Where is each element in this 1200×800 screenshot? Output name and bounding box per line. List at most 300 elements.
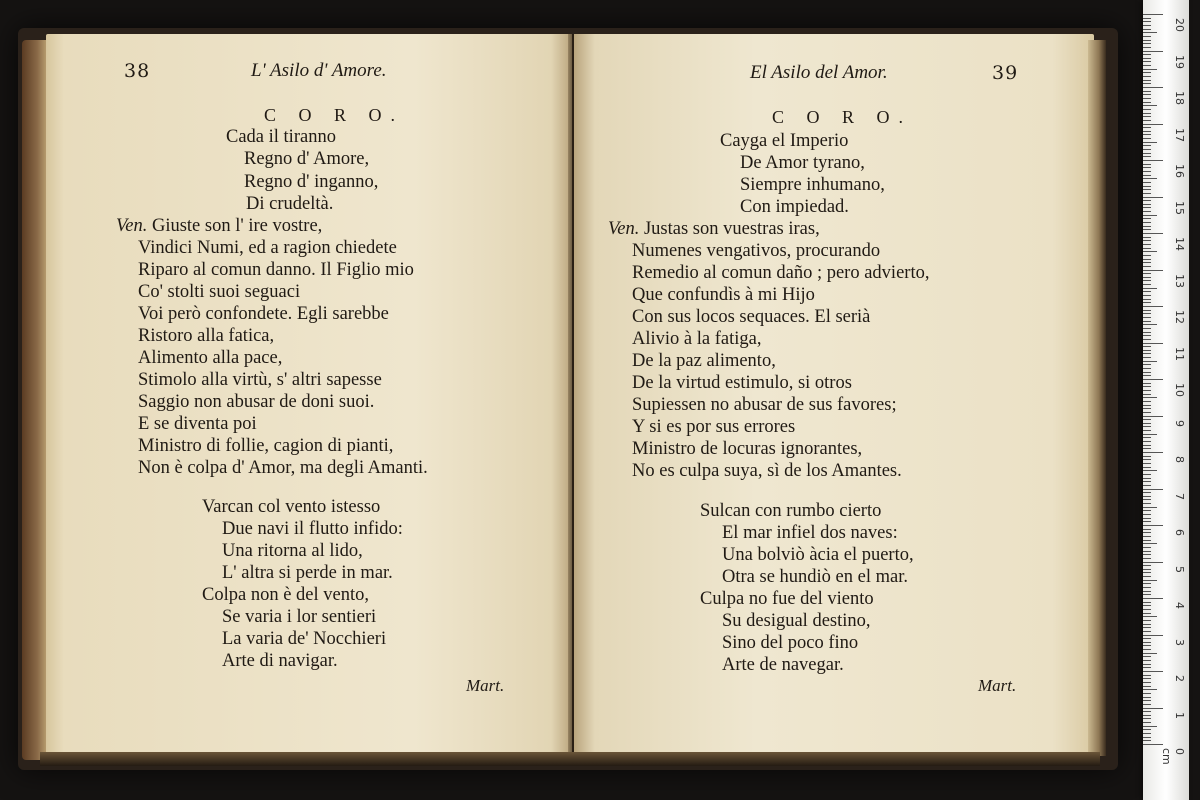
ruler-tick xyxy=(1143,711,1151,712)
ruler-tick xyxy=(1143,218,1151,219)
ruler-number: 5 xyxy=(1173,565,1186,573)
ruler-tick xyxy=(1143,448,1151,449)
ruler-tick xyxy=(1143,207,1151,208)
verse-line xyxy=(222,540,363,562)
ruler-tick xyxy=(1143,708,1163,709)
verse-text: Arte di navigar. xyxy=(222,651,338,671)
ruler-tick xyxy=(1143,204,1151,205)
verse-text: Alivio à la fatiga, xyxy=(632,329,762,349)
verse-line xyxy=(632,284,815,306)
ruler-tick xyxy=(1143,83,1151,84)
verse-text: El mar infiel dos naves: xyxy=(722,523,898,543)
right-catchword: Mart. xyxy=(978,676,1017,695)
ruler-tick xyxy=(1143,313,1151,314)
verse-line xyxy=(632,350,776,372)
ruler-tick xyxy=(1143,69,1157,70)
ruler-tick xyxy=(1143,594,1151,595)
verse-line xyxy=(632,240,880,262)
ruler-tick xyxy=(1143,419,1151,420)
ruler-tick xyxy=(1143,726,1157,727)
ruler-tick xyxy=(1143,580,1157,581)
verse-text: Siempre inhumano, xyxy=(740,175,885,195)
verse-line xyxy=(138,259,414,281)
ruler-tick xyxy=(1143,299,1151,300)
verse-line xyxy=(138,457,428,479)
ruler-number: 17 xyxy=(1173,127,1186,142)
ruler-tick xyxy=(1143,332,1151,333)
ruler-tick xyxy=(1143,576,1151,577)
ruler-tick xyxy=(1143,605,1151,606)
ruler-tick xyxy=(1143,248,1151,249)
verse-line xyxy=(138,303,389,325)
verse-line xyxy=(244,171,378,193)
ruler-tick xyxy=(1143,405,1151,406)
speaker-name: Ven. xyxy=(608,219,644,239)
ruler-tick xyxy=(1143,660,1151,661)
ruler-tick xyxy=(1143,127,1151,128)
ruler-tick xyxy=(1143,423,1151,424)
verse-text: Que confundìs à mi Hijo xyxy=(632,285,815,305)
ruler-tick xyxy=(1143,602,1151,603)
ruler-tick xyxy=(1143,697,1151,698)
ruler-tick xyxy=(1143,733,1151,734)
ruler-tick xyxy=(1143,21,1151,22)
left-catchword: Mart. xyxy=(466,676,505,695)
ruler-tick xyxy=(1143,631,1151,632)
ruler-tick xyxy=(1143,36,1151,37)
ruler-tick xyxy=(1143,394,1151,395)
ruler-tick xyxy=(1143,237,1151,238)
verse-text: Varcan col vento istesso xyxy=(202,497,381,517)
verse-line xyxy=(632,416,795,438)
ruler-tick xyxy=(1143,273,1151,274)
verse-line xyxy=(632,438,862,460)
ruler-tick xyxy=(1143,211,1151,212)
ruler-tick xyxy=(1143,251,1157,252)
page-block-edge xyxy=(1088,40,1106,756)
ruler-tick xyxy=(1143,434,1157,435)
ruler-tick xyxy=(1143,244,1151,245)
ruler-number: 0 cm xyxy=(1160,748,1186,765)
ruler-tick xyxy=(1143,459,1151,460)
ruler-tick xyxy=(1143,569,1151,570)
ruler-number: 9 xyxy=(1173,419,1186,427)
ruler-tick xyxy=(1143,229,1151,230)
ruler-tick xyxy=(1143,565,1151,566)
ruler-tick xyxy=(1143,649,1151,650)
ruler-tick xyxy=(1143,532,1151,533)
verse-text: La varia de' Nocchieri xyxy=(222,629,387,649)
verse-text: Sino del poco fino xyxy=(722,633,859,653)
verse-text: Co' stolti suoi seguaci xyxy=(138,282,301,302)
ruler-tick xyxy=(1143,153,1151,154)
ruler-tick xyxy=(1143,145,1151,146)
ruler-tick xyxy=(1143,91,1151,92)
verse-text: Y si es por sus errores xyxy=(632,417,796,437)
ruler-tick xyxy=(1143,416,1163,417)
verse-line xyxy=(700,588,874,610)
ruler-tick xyxy=(1143,503,1151,504)
ruler-tick xyxy=(1143,375,1151,376)
right-page-number: 39 xyxy=(992,62,1019,84)
verse-line xyxy=(632,306,870,328)
ruler-tick xyxy=(1143,113,1151,114)
ruler-tick xyxy=(1143,233,1163,234)
ruler-tick xyxy=(1143,105,1157,106)
ruler-tick xyxy=(1143,58,1151,59)
verse-line xyxy=(722,566,908,588)
ruler-tick xyxy=(1143,518,1151,519)
ruler-tick xyxy=(1143,291,1151,292)
verse-text: Vindici Numi, ed a ragion chiedete xyxy=(138,238,397,258)
verse-line xyxy=(138,281,300,303)
ruler-tick xyxy=(1143,390,1151,391)
verse-text: Una bolviò àcia el puerto, xyxy=(722,545,914,565)
ruler-tick xyxy=(1143,94,1151,95)
right-chorus-heading: C O R O. xyxy=(772,107,913,127)
ruler-tick xyxy=(1143,383,1151,384)
ruler-tick xyxy=(1143,361,1157,362)
ruler-tick xyxy=(1143,499,1151,500)
verse-line xyxy=(632,262,929,284)
ruler-tick xyxy=(1143,613,1151,614)
ruler-tick xyxy=(1143,401,1151,402)
verse-line xyxy=(138,391,374,413)
ruler-tick xyxy=(1143,120,1151,121)
ruler-tick xyxy=(1143,124,1163,125)
ruler-tick xyxy=(1143,266,1151,267)
verse-line xyxy=(722,654,844,676)
ruler-tick xyxy=(1143,18,1151,19)
ruler-tick xyxy=(1143,240,1151,241)
verse-line xyxy=(226,126,336,148)
verse-line xyxy=(138,325,274,347)
right-running-head: El Asilo del Amor. xyxy=(750,62,888,83)
verse-text: Remedio al comun daño ; pero advierto, xyxy=(632,263,930,283)
ruler-tick xyxy=(1143,474,1151,475)
ruler-number: 2 xyxy=(1173,675,1186,682)
ruler-tick xyxy=(1143,609,1151,610)
verse-line xyxy=(632,372,852,394)
ruler-tick xyxy=(1143,346,1151,347)
ruler-tick xyxy=(1143,29,1151,30)
left-chorus-heading: C O R O. xyxy=(264,105,405,125)
verse-text: Non è colpa d' Amor, ma degli Amanti. xyxy=(138,458,428,478)
ruler-tick xyxy=(1143,638,1151,639)
ruler-number: 3 xyxy=(1173,638,1186,646)
ruler-tick xyxy=(1143,321,1151,322)
ruler-tick xyxy=(1143,737,1151,738)
verse-line xyxy=(722,632,858,654)
ruler-tick xyxy=(1143,656,1151,657)
ruler-tick xyxy=(1143,222,1151,223)
ruler-tick xyxy=(1143,572,1151,573)
ruler-tick xyxy=(1143,364,1151,365)
ruler-tick xyxy=(1143,729,1151,730)
verse-line xyxy=(138,237,397,259)
ruler-tick xyxy=(1143,277,1151,278)
ruler-tick xyxy=(1143,554,1151,555)
ruler-tick xyxy=(1143,142,1157,143)
ruler-tick xyxy=(1143,671,1163,672)
ruler-tick xyxy=(1143,675,1151,676)
book-bottom-edge xyxy=(40,752,1100,766)
ruler-number: 10 xyxy=(1173,383,1186,397)
ruler-tick xyxy=(1143,98,1151,99)
ruler-tick xyxy=(1143,686,1151,687)
ruler-tick xyxy=(1143,678,1151,679)
ruler-tick xyxy=(1143,339,1151,340)
ruler-tick xyxy=(1143,386,1151,387)
ruler-tick xyxy=(1143,182,1151,183)
left-page-number: 38 xyxy=(124,60,151,82)
verse-line xyxy=(608,218,820,240)
ruler-tick xyxy=(1143,598,1163,599)
verse-line xyxy=(740,174,885,196)
ruler-number: 14 xyxy=(1173,237,1186,251)
verse-text: Justas son vuestras iras, xyxy=(643,219,820,239)
verse-text: Riparo al comun danno. Il Figlio mio xyxy=(138,260,414,280)
ruler-tick xyxy=(1143,109,1151,110)
ruler-tick xyxy=(1143,667,1151,668)
ruler-tick xyxy=(1143,642,1151,643)
verse-line xyxy=(740,196,849,218)
ruler-tick xyxy=(1143,160,1163,161)
ruler-tick xyxy=(1143,80,1151,81)
ruler-tick xyxy=(1143,193,1151,194)
ruler-tick xyxy=(1143,456,1151,457)
ruler-tick xyxy=(1143,514,1151,515)
verse-line xyxy=(244,148,369,170)
ruler-tick xyxy=(1143,350,1151,351)
ruler-tick xyxy=(1143,510,1151,511)
verse-line xyxy=(700,500,881,522)
verse-text: Colpa non è del vento, xyxy=(202,585,369,605)
ruler-tick xyxy=(1143,65,1151,66)
verse-text: De la paz alimento, xyxy=(632,351,776,371)
ruler-tick xyxy=(1143,372,1151,373)
ruler-tick xyxy=(1143,426,1151,427)
ruler-tick xyxy=(1143,270,1163,271)
verse-text: Ministro di follie, cagion di pianti, xyxy=(138,436,394,456)
ruler-tick xyxy=(1143,357,1151,358)
ruler-tick xyxy=(1143,620,1151,621)
verse-text: De Amor tyrano, xyxy=(740,153,865,173)
verse-line xyxy=(720,130,848,152)
ruler-tick xyxy=(1143,335,1151,336)
ruler-tick xyxy=(1143,295,1151,296)
verse-line xyxy=(722,544,914,566)
verse-text: Con sus locos sequaces. El serià xyxy=(632,307,871,327)
verse-line xyxy=(138,435,393,457)
verse-text: Arte de navegar. xyxy=(722,655,844,675)
ruler-tick xyxy=(1143,226,1151,227)
ruler-tick xyxy=(1143,343,1163,344)
ruler-tick xyxy=(1143,682,1151,683)
ruler-tick xyxy=(1143,306,1163,307)
ruler-tick xyxy=(1143,583,1151,584)
ruler-tick xyxy=(1143,624,1151,625)
verse-line xyxy=(722,610,871,632)
ruler-number: 20 xyxy=(1173,18,1186,32)
ruler-tick xyxy=(1143,540,1151,541)
ruler-tick xyxy=(1143,131,1151,132)
ruler-tick xyxy=(1143,529,1151,530)
ruler-tick xyxy=(1143,689,1157,690)
ruler-tick xyxy=(1143,43,1151,44)
verse-line xyxy=(722,522,898,544)
ruler-tick xyxy=(1143,551,1151,552)
ruler-tick xyxy=(1143,324,1157,325)
ruler-tick xyxy=(1143,288,1157,289)
verse-line xyxy=(222,562,393,584)
ruler-tick xyxy=(1143,200,1151,201)
verse-text: Numenes vengativos, procurando xyxy=(632,241,881,261)
ruler-tick xyxy=(1143,284,1151,285)
ruler-tick xyxy=(1143,72,1151,73)
ruler-tick xyxy=(1143,470,1157,471)
ruler-number: 8 xyxy=(1173,456,1186,463)
ruler-number: 11 xyxy=(1173,346,1186,361)
verse-line xyxy=(138,347,282,369)
verse-line xyxy=(222,650,338,672)
verse-text: Sulcan con rumbo cierto xyxy=(700,501,882,521)
ruler-tick xyxy=(1143,40,1151,41)
verse-text: Alimento alla pace, xyxy=(138,348,283,368)
ruler-tick xyxy=(1143,507,1157,508)
ruler-tick xyxy=(1143,463,1151,464)
ruler-tick xyxy=(1143,408,1151,409)
verse-line xyxy=(246,193,333,215)
ruler-tick xyxy=(1143,302,1151,303)
ruler-tick xyxy=(1143,693,1151,694)
verse-line xyxy=(740,152,865,174)
ruler-tick xyxy=(1143,496,1151,497)
ruler-tick xyxy=(1143,186,1151,187)
ruler-tick xyxy=(1143,353,1151,354)
ruler-tick xyxy=(1143,255,1151,256)
ruler-tick xyxy=(1143,430,1151,431)
ruler-number: 6 xyxy=(1173,529,1186,536)
verse-text: Se varia i lor sentieri xyxy=(222,607,377,627)
verse-line xyxy=(138,369,382,391)
ruler-tick xyxy=(1143,328,1151,329)
ruler-tick xyxy=(1143,591,1151,592)
verse-text: Giuste son l' ire vostre, xyxy=(151,216,323,236)
ruler-tick xyxy=(1143,156,1151,157)
ruler-number: 7 xyxy=(1173,492,1186,500)
verse-text: E se diventa poi xyxy=(138,414,257,434)
ruler-tick xyxy=(1143,492,1151,493)
verse-line xyxy=(116,215,322,237)
ruler-tick xyxy=(1143,164,1151,165)
ruler-tick xyxy=(1143,134,1151,135)
ruler-tick xyxy=(1143,700,1151,701)
verse-text: No es culpa suya, sì de los Amantes. xyxy=(632,461,902,481)
ruler-tick xyxy=(1143,76,1151,77)
verse-text: Saggio non abusar de doni suoi. xyxy=(138,392,375,412)
ruler-number: 16 xyxy=(1173,164,1186,178)
verse-text: De la virtud estimulo, si otros xyxy=(632,373,852,393)
ruler-tick xyxy=(1143,25,1151,26)
ruler-tick xyxy=(1143,189,1151,190)
ruler-tick xyxy=(1143,280,1151,281)
verse-line xyxy=(138,413,257,435)
verse-line xyxy=(632,394,897,416)
ruler-tick xyxy=(1143,485,1151,486)
verse-line xyxy=(632,328,761,350)
ruler-number: 13 xyxy=(1173,273,1186,288)
ruler-tick xyxy=(1143,14,1163,15)
verse-text: Culpa no fue del viento xyxy=(700,589,874,609)
ruler-number: 1 xyxy=(1173,711,1186,719)
ruler-tick xyxy=(1143,379,1163,380)
verse-text: Su desigual destino, xyxy=(722,611,871,631)
ruler-tick xyxy=(1143,558,1151,559)
ruler-tick xyxy=(1143,587,1151,588)
ruler-tick xyxy=(1143,525,1163,526)
ruler-tick xyxy=(1143,627,1151,628)
ruler-tick xyxy=(1143,543,1157,544)
verse-text: Regno d' Amore, xyxy=(244,149,370,169)
verse-text: Di crudeltà. xyxy=(246,194,334,214)
verse-text: Supiessen no abusar de sus favores; xyxy=(632,395,897,415)
ruler-tick xyxy=(1143,740,1151,741)
ruler-tick xyxy=(1143,149,1151,150)
left-running-head: L' Asilo d' Amore. xyxy=(251,60,387,81)
verse-line xyxy=(222,606,376,628)
ruler-tick xyxy=(1143,664,1151,665)
verse-text: Cayga el Imperio xyxy=(720,131,849,151)
ruler-tick xyxy=(1143,116,1151,117)
verse-line xyxy=(202,496,380,518)
ruler-tick xyxy=(1143,635,1163,636)
ruler-number: 15 xyxy=(1173,200,1186,215)
ruler-tick xyxy=(1143,616,1157,617)
ruler-tick xyxy=(1143,481,1151,482)
ruler-tick xyxy=(1143,715,1151,716)
ruler-tick xyxy=(1143,61,1151,62)
ruler-tick xyxy=(1143,467,1151,468)
verse-text: Regno d' inganno, xyxy=(244,172,379,192)
ruler-tick xyxy=(1143,54,1151,55)
ruler-number: 4 xyxy=(1173,602,1186,609)
ruler-tick xyxy=(1143,215,1157,216)
verse-text: Voi però confondete. Egli sarebbe xyxy=(138,304,389,324)
verse-text: Con impiedad. xyxy=(740,197,849,217)
verse-text: Due navi il flutto infido: xyxy=(222,519,403,539)
ruler-tick xyxy=(1143,489,1163,490)
verse-line xyxy=(202,584,369,606)
ruler-tick xyxy=(1143,102,1151,103)
ruler-tick xyxy=(1143,562,1163,563)
verse-text: Cada il tiranno xyxy=(226,127,336,147)
ruler-tick xyxy=(1143,704,1151,705)
ruler-tick xyxy=(1143,645,1151,646)
verse-text: Stimolo alla virtù, s' altri sapesse xyxy=(138,370,382,390)
ruler-tick xyxy=(1143,175,1151,176)
verse-line xyxy=(222,518,403,540)
ruler-tick xyxy=(1143,441,1151,442)
verse-text: L' altra si perde in mar. xyxy=(222,563,393,583)
ruler-number: 12 xyxy=(1173,310,1186,324)
ruler-tick xyxy=(1143,178,1157,179)
ruler-tick xyxy=(1143,87,1163,88)
ruler-tick xyxy=(1143,718,1151,719)
ruler-tick xyxy=(1143,744,1163,745)
ruler-tick xyxy=(1143,412,1151,413)
ruler-tick xyxy=(1143,262,1151,263)
